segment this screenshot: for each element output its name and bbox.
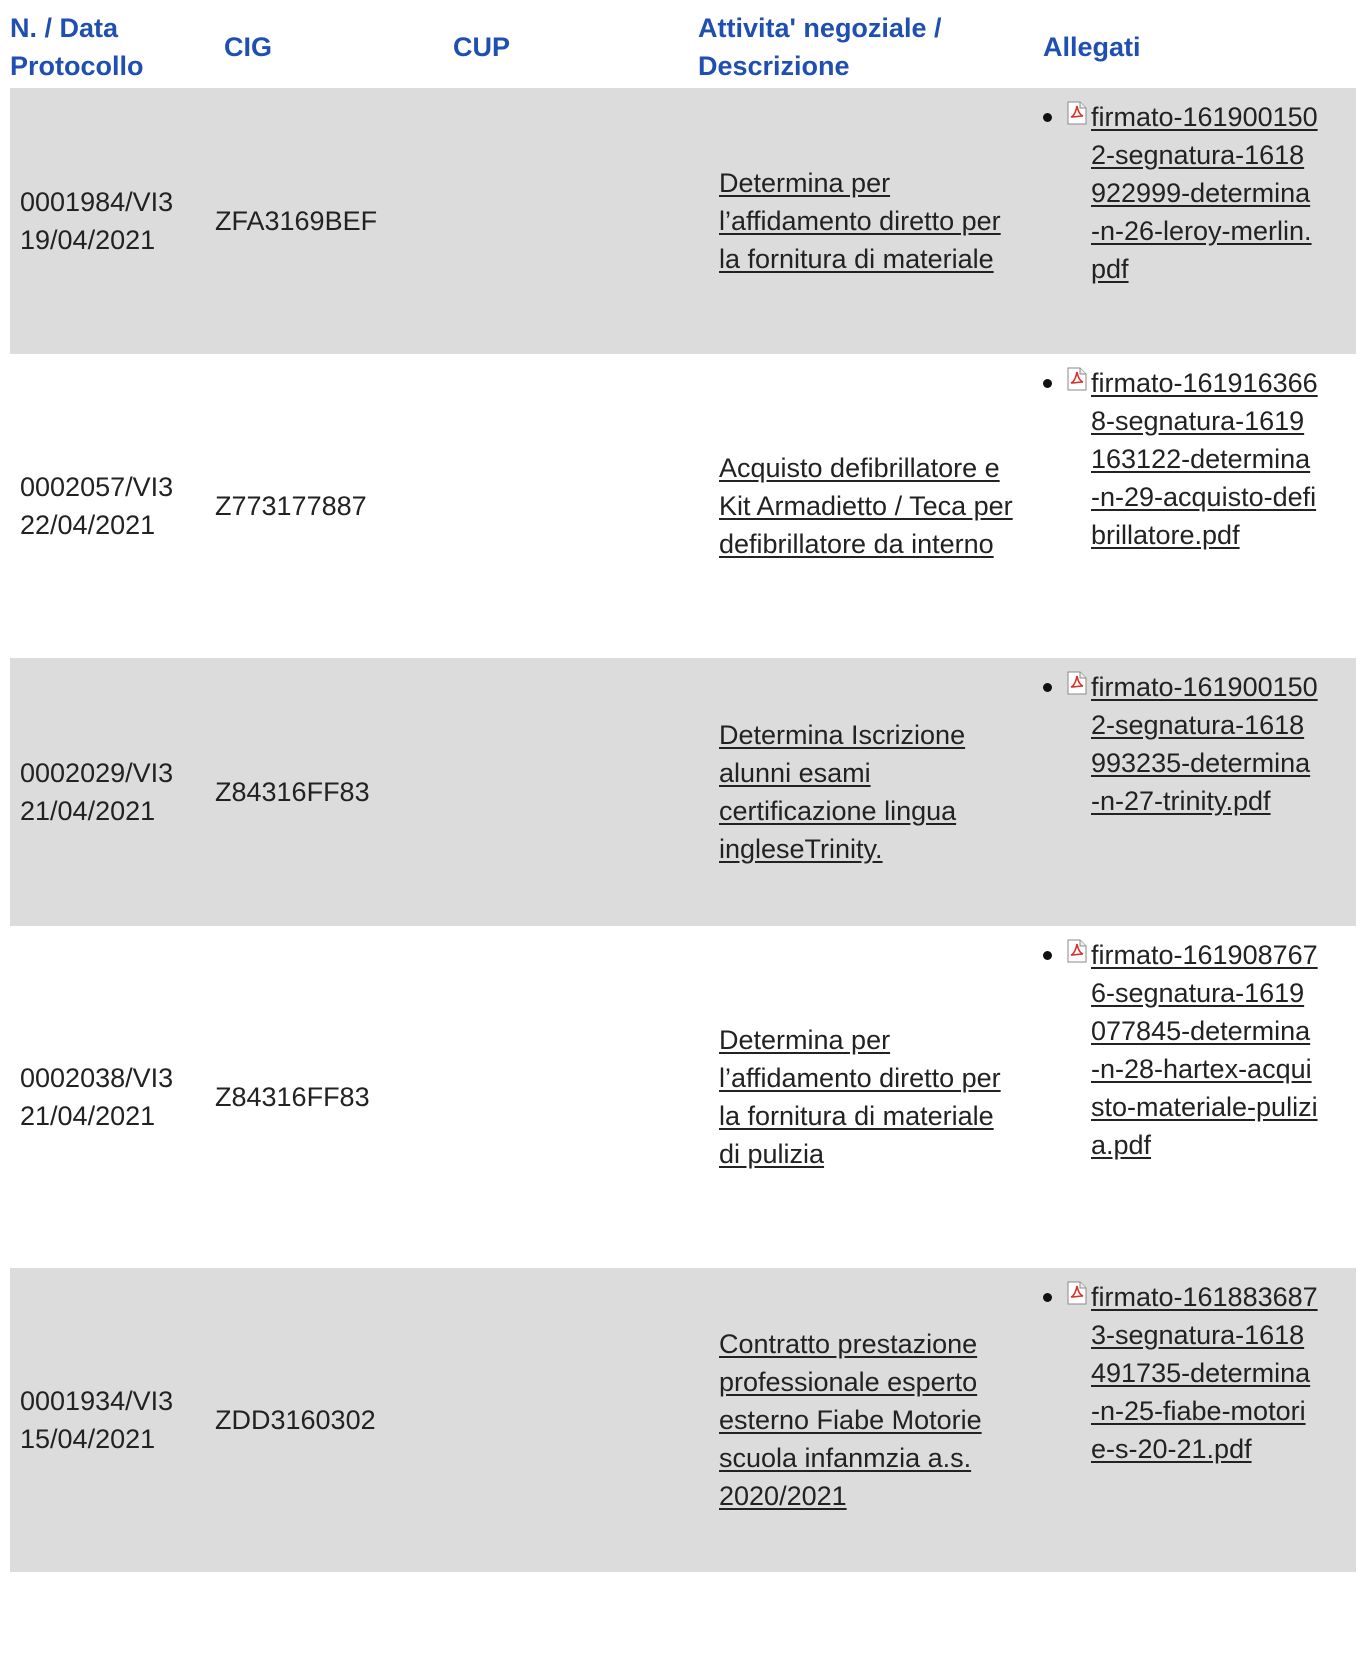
descrizione-cell	[693, 1268, 1033, 1572]
protocollo-number: 0001934/VI3	[20, 1386, 174, 1416]
header-cup: CUP	[453, 32, 511, 62]
protocollo-date: 21/04/2021	[20, 1101, 156, 1131]
allegati-cell	[1033, 926, 1362, 1268]
bullet-icon	[1043, 379, 1052, 388]
pdf-file-icon	[1067, 367, 1087, 391]
header-cig: CIG	[224, 32, 273, 62]
allegato-link[interactable]: firmato-1619163668-segnatura-1619163122-determina-n-29-acquisto-defibrillatore.pdf	[1091, 368, 1318, 550]
descrizione-cell	[693, 354, 1033, 658]
pdf-file-icon	[1067, 939, 1087, 963]
allegati-cell	[1033, 88, 1362, 354]
cig-cell: ZFA3169BEF	[215, 206, 378, 236]
allegato-link[interactable]: firmato-1619001502-segnatura-1618993235-determina-n-27-trinity.pdf	[1091, 672, 1318, 816]
cig-cell: ZDD3160302	[215, 1405, 376, 1435]
cig-cell: Z84316FF83	[215, 1082, 370, 1112]
protocollo-date: 22/04/2021	[20, 510, 156, 540]
pdf-file-icon	[1067, 101, 1087, 125]
header-attivita: Attivita' negoziale / Descrizione	[698, 13, 942, 81]
bullet-icon	[1043, 1293, 1052, 1302]
allegati-list	[1033, 364, 1319, 554]
list-item	[1033, 668, 1319, 820]
allegato-link[interactable]: firmato-1618836873-segnatura-1618491735-determina-n-25-fiabe-motorie-s-20-21.pdf	[1091, 1282, 1318, 1464]
cup-cell	[437, 88, 693, 354]
protocollo-date: 19/04/2021	[20, 225, 156, 255]
allegati-cell	[1033, 658, 1362, 926]
descrizione-link[interactable]: Determina Iscrizione alunni esami certificazione lingua ingleseTrinity.	[719, 720, 966, 864]
protocollo-cell	[10, 658, 210, 926]
protocollo-cell	[10, 926, 210, 1268]
list-item	[1033, 936, 1319, 1164]
descrizione-link[interactable]: Acquisto defibrillatore e Kit Armadietto / Teca per defibrillatore da interno	[719, 453, 1013, 559]
descrizione-cell	[693, 88, 1033, 354]
protocollo-number: 0002057/VI3	[20, 472, 174, 502]
table-row	[10, 926, 1356, 1268]
allegati-list	[1033, 1278, 1319, 1468]
table-row	[10, 354, 1356, 658]
bullet-icon	[1043, 951, 1052, 960]
protocollo-number: 0002038/VI3	[20, 1063, 174, 1093]
protocollo-number: 0002029/VI3	[20, 758, 174, 788]
allegati-cell	[1033, 1268, 1362, 1572]
descrizione-link[interactable]: Contratto prestazione professionale esperto esterno Fiabe Motorie scuola infanmzia a.s. 2020/2021	[719, 1329, 982, 1511]
header-allegati: Allegati	[1043, 32, 1141, 62]
table-row	[10, 1268, 1356, 1572]
allegati-list	[1033, 98, 1319, 288]
table-row	[10, 658, 1356, 926]
protocollo-cell	[10, 1268, 210, 1572]
cup-cell	[437, 926, 693, 1268]
pdf-file-icon	[1067, 671, 1087, 695]
table-row	[10, 88, 1356, 354]
allegato-link[interactable]: firmato-1619087676-segnatura-1619077845-determina-n-28-hartex-acquisto-materiale-pulizia.pdf	[1091, 940, 1318, 1160]
bullet-icon	[1043, 113, 1052, 122]
protocollo-cell	[10, 354, 210, 658]
cup-cell	[437, 658, 693, 926]
descrizione-cell	[693, 658, 1033, 926]
protocollo-cell	[10, 88, 210, 354]
table-header	[0, 0, 1362, 88]
cig-cell: Z773177887	[215, 491, 367, 521]
list-item	[1033, 98, 1319, 288]
protocollo-number: 0001984/VI3	[20, 187, 174, 217]
allegato-link[interactable]: firmato-1619001502-segnatura-1618922999-determina-n-26-leroy-merlin.pdf	[1091, 102, 1318, 284]
allegati-list	[1033, 668, 1319, 820]
header-protocollo: N. / Data Protocollo	[10, 13, 144, 81]
allegati-cell	[1033, 354, 1362, 658]
pdf-file-icon	[1067, 1281, 1087, 1305]
list-item	[1033, 364, 1319, 554]
cig-cell: Z84316FF83	[215, 777, 370, 807]
bullet-icon	[1043, 683, 1052, 692]
allegati-list	[1033, 936, 1319, 1164]
descrizione-link[interactable]: Determina per l’affidamento diretto per la fornitura di materiale	[719, 168, 1001, 274]
protocollo-date: 15/04/2021	[20, 1424, 156, 1454]
cup-cell	[437, 354, 693, 658]
descrizione-cell	[693, 926, 1033, 1268]
descrizione-link[interactable]: Determina per l’affidamento diretto per la fornitura di materiale di pulizia	[719, 1025, 1001, 1169]
cup-cell	[437, 1268, 693, 1572]
list-item	[1033, 1278, 1319, 1468]
protocollo-date: 21/04/2021	[20, 796, 156, 826]
